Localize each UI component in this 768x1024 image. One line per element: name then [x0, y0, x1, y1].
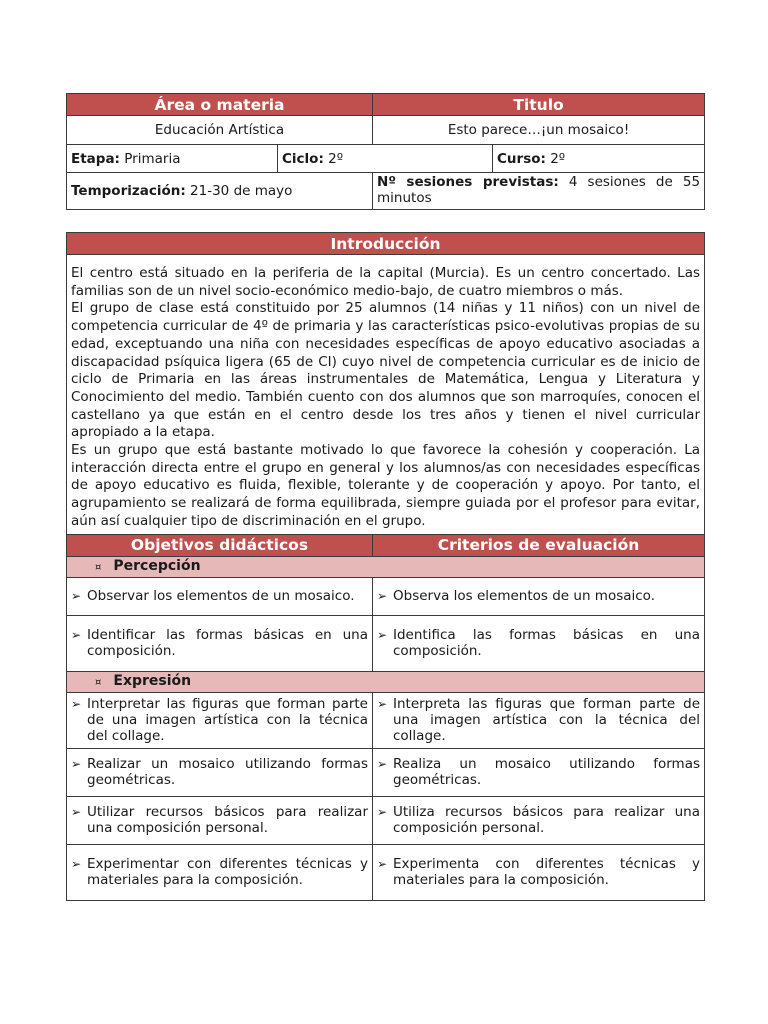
section-title: Percepción [113, 557, 201, 574]
section-title: Expresión [113, 672, 192, 689]
objective-text: Experimentar con diferentes técnicas y materiales para la composición. [87, 856, 368, 889]
objective-cell [67, 844, 373, 900]
intro-header: Introducción [67, 233, 705, 255]
arrow-icon: ➢ [71, 697, 82, 712]
criterion-text: Observa los elementos de un mosaico. [393, 588, 655, 605]
objective-cell [67, 577, 373, 615]
arrow-icon: ➢ [377, 628, 388, 643]
temporizacion-label: Temporización: [71, 183, 186, 199]
sesiones-cell [373, 173, 705, 210]
arrow-icon: ➢ [71, 628, 82, 643]
objective-text: Interpretar las figuras que forman parte de una imagen artística con la técnica del collage. [87, 696, 368, 745]
criterion-text: Utiliza recursos básicos para realizar una composición personal. [393, 804, 701, 837]
programming-table [66, 232, 705, 901]
criterion-cell [373, 615, 705, 671]
ciclo-cell [278, 145, 493, 173]
curso-cell [493, 145, 705, 173]
temporizacion-cell [67, 173, 373, 210]
criterion-cell [373, 796, 705, 844]
section-expresion [67, 671, 705, 692]
etapa-value: Primaria [124, 150, 181, 167]
criteria-header: Criterios de evaluación [373, 534, 705, 556]
criterion-text: Experimenta con diferentes técnicas y materiales para la composición. [393, 856, 701, 889]
criterion-cell [373, 577, 705, 615]
criterion-cell [373, 844, 705, 900]
criterion-cell [373, 748, 705, 796]
sesiones-value: 4 sesiones de 55 minutos [377, 174, 701, 206]
curso-label: Curso: [497, 150, 546, 167]
title-header: Titulo [373, 94, 705, 116]
temporizacion-value: 21-30 de mayo [190, 183, 293, 199]
intro-paragraph-3: Es un grupo que está bastante motivado lo que favorece la cohesión y cooperación. La interacción directa entre el grupo en general y los alumnos/as con necesidades específicas de apoyo educativo es fluida, flexible, tolerante y de cooperación y apoyo. Por tanto, el agrupamiento se realizará de forma equilibrada, siempre guiada por el profesor para evitar, aún así cualquier tipo de discriminación en el grupo. [71, 442, 701, 529]
section-bullet-icon: ¤ [95, 676, 102, 688]
objective-cell [67, 748, 373, 796]
objective-text: Identificar las formas básicas en una composición. [87, 627, 368, 660]
ciclo-value: 2º [328, 150, 344, 167]
area-header: Área o materia [67, 94, 373, 116]
criterion-text: Interpreta las figuras que forman parte de una imagen artística con la técnica del collage. [393, 696, 701, 745]
criterion-text: Identifica las formas básicas en una composición. [393, 627, 701, 660]
section-percepcion [67, 556, 705, 577]
intro-paragraph-2: El grupo de clase está constituido por 25 alumnos (14 niñas y 11 niños) con un nivel de competencia curricular de 4º de primaria y las características psico-evolutivas propias de su edad, exceptuando una niña con necesidades específicas de apoyo educativo asociadas a discapacidad psíquica ligera (65 de CI) cuyo nivel de competencia curricular es de inicio de ciclo de Primaria en las áreas instrumentales de Matemática, Lengua y Literatura y Conocimiento del medio. También cuento con dos alumnos que son marroquíes, conocen el castellano ya que están en el centro desde los tres años y tienen el nivel curricular apropiado a la etapa. [71, 300, 701, 441]
arrow-icon: ➢ [377, 805, 388, 820]
arrow-icon: ➢ [377, 857, 388, 872]
title-value: Esto parece…¡un mosaico! [373, 116, 705, 145]
section-bullet-icon: ¤ [95, 561, 102, 573]
arrow-icon: ➢ [377, 589, 388, 604]
objective-text: Observar los elementos de un mosaico. [87, 588, 355, 605]
objectives-header: Objetivos didácticos [67, 534, 373, 556]
objective-text: Realizar un mosaico utilizando formas geométricas. [87, 756, 368, 789]
intro-body [67, 255, 705, 535]
sesiones-label: Nº sesiones previstas: [377, 174, 559, 190]
objective-cell [67, 615, 373, 671]
criterion-cell [373, 692, 705, 748]
objective-cell [67, 796, 373, 844]
criterion-text: Realiza un mosaico utilizando formas geométricas. [393, 756, 701, 789]
arrow-icon: ➢ [71, 589, 82, 604]
curso-value: 2º [550, 150, 566, 167]
intro-paragraph-1: El centro está situado en la periferia de la capital (Murcia). Es un centro concertado. Las familias son de un nivel socio-económico medio-bajo, de cuatro miembros o más. [71, 265, 701, 299]
arrow-icon: ➢ [377, 697, 388, 712]
objective-cell [67, 692, 373, 748]
arrow-icon: ➢ [71, 757, 82, 772]
etapa-cell [67, 145, 278, 173]
etapa-label: Etapa: [71, 150, 120, 167]
area-value: Educación Artística [67, 116, 373, 145]
arrow-icon: ➢ [377, 757, 388, 772]
ciclo-label: Ciclo: [282, 150, 324, 167]
arrow-icon: ➢ [71, 857, 82, 872]
arrow-icon: ➢ [71, 805, 82, 820]
objective-text: Utilizar recursos básicos para realizar una composición personal. [87, 804, 368, 837]
info-table [66, 93, 705, 210]
